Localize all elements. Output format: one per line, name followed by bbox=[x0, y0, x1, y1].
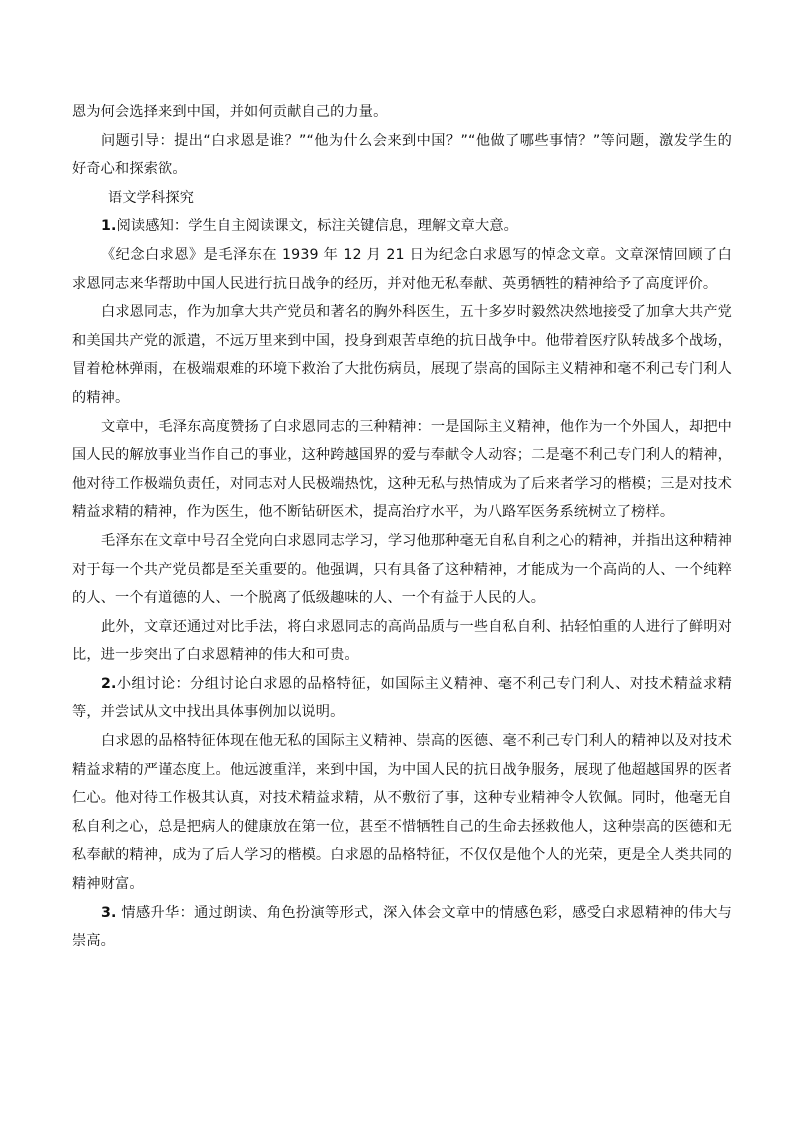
step-emotional-sublimation bbox=[72, 899, 732, 956]
paragraph-article-intro: 《纪念白求恩》是毛泽东在 1939 年 12 月 21 日为纪念白求恩写的悼念文章。文章深情回顾了白求恩同志来华帮助中国人民进行抗日战争的经历，并对他无私奉献、英勇牺牲的精神给予了高度评价。 bbox=[72, 246, 732, 292]
section-label-chinese-inquiry: 语文学科探究 bbox=[108, 189, 195, 206]
paragraph-intro-continuation: 恩为何会选择来到中国，并如何贡献自己的力量。 bbox=[72, 104, 388, 120]
paragraph-character-traits: 白求恩的品格特征体现在他无私的国际主义精神、崇高的医德、毫不利己专门利人的精神以及对技术精益求精的严谨态度上。他远渡重洋，来到中国，为中国人民的抗日战争服务，展现了他超越国界的医者仁心。他对待工作极其认真，对技术精益求精，从不敷衍了事，这种专业精神令人钦佩。同时，他毫无自私自利之心，总是把病人的健康放在第一位，甚至不惜牺牲自己的生命去拯救他人，这种崇高的医德和无私奉献的精神，成为了后人学习的楷模。白求恩的品格特征，不仅仅是他个人的光荣，更是全人类共同的精神财富。 bbox=[72, 733, 732, 893]
paragraph-call-to-learn: 毛泽东在文章中号召全党向白求恩同志学习，学习他那种毫无自私自利之心的精神，并指出这种精神对于每一个共产党员都是至关重要的。他强调，只有具备了这种精神，才能成为一个高尚的人、一个纯粹的人、一个有道德的人、一个脱离了低级趣味的人、一个有益于人民的人。 bbox=[72, 532, 732, 607]
step-text: 阅读感知：学生自主阅读课文，标注关键信息，理解文章大意。 bbox=[116, 218, 519, 235]
step-number: 3. bbox=[101, 904, 117, 921]
paragraph-three-spirits: 文章中，毛泽东高度赞扬了白求恩同志的三种精神：一是国际主义精神，他作为一个外国人，却把中国人民的解放事业当作自己的事业，这种跨越国界的爱与奉献令人动容；二是毫不利己专门利人的精神，他对待工作极端负责任，对同志对人民极端热忱，这种无私与热情成为了后来者学习的楷模；三是对技术精益求精的精神，作为医生，他不断钻研医术，提高治疗水平，为八路军医务系统树立了榜样。 bbox=[72, 418, 732, 521]
step-text: 情感升华：通过朗读、角色扮演等形式，深入体会文章中的情感色彩，感受白求恩精神的伟大与崇高。 bbox=[72, 904, 732, 950]
step-number: 1. bbox=[101, 218, 117, 235]
document-page bbox=[72, 98, 732, 956]
step-text: 小组讨论：分组讨论白求恩的品格特征，如国际主义精神、毫不利己专门利人、对技术精益求精等，并尝试从文中找出具体事例加以说明。 bbox=[72, 675, 732, 721]
step-group-discussion bbox=[72, 670, 732, 727]
paragraph-bethune-background: 白求恩同志，作为加拿大共产党员和著名的胸外科医生，五十多岁时毅然决然地接受了加拿大共产党和美国共产党的派遣，不远万里来到中国，投身到艰苦卓绝的抗日战争中。他带着医疗队转战多个战场，冒着枪林弹雨，在极端艰难的环境下救治了大批伤病员，展现了崇高的国际主义精神和毫不利己专门利人的精神。 bbox=[72, 304, 732, 406]
step-reading-perception bbox=[72, 212, 732, 241]
paragraph-contrast: 此外，文章还通过对比手法，将白求恩同志的高尚品质与一些自私自利、拈轻怕重的人进行了鲜明对比，进一步突出了白求恩精神的伟大和可贵。 bbox=[72, 618, 732, 664]
step-number: 2. bbox=[101, 675, 117, 692]
paragraph-question-guide: 问题引导：提出“白求恩是谁？”“他为什么会来到中国？”“他做了哪些事情？”等问题，激发学生的好奇心和探索欲。 bbox=[72, 132, 732, 178]
